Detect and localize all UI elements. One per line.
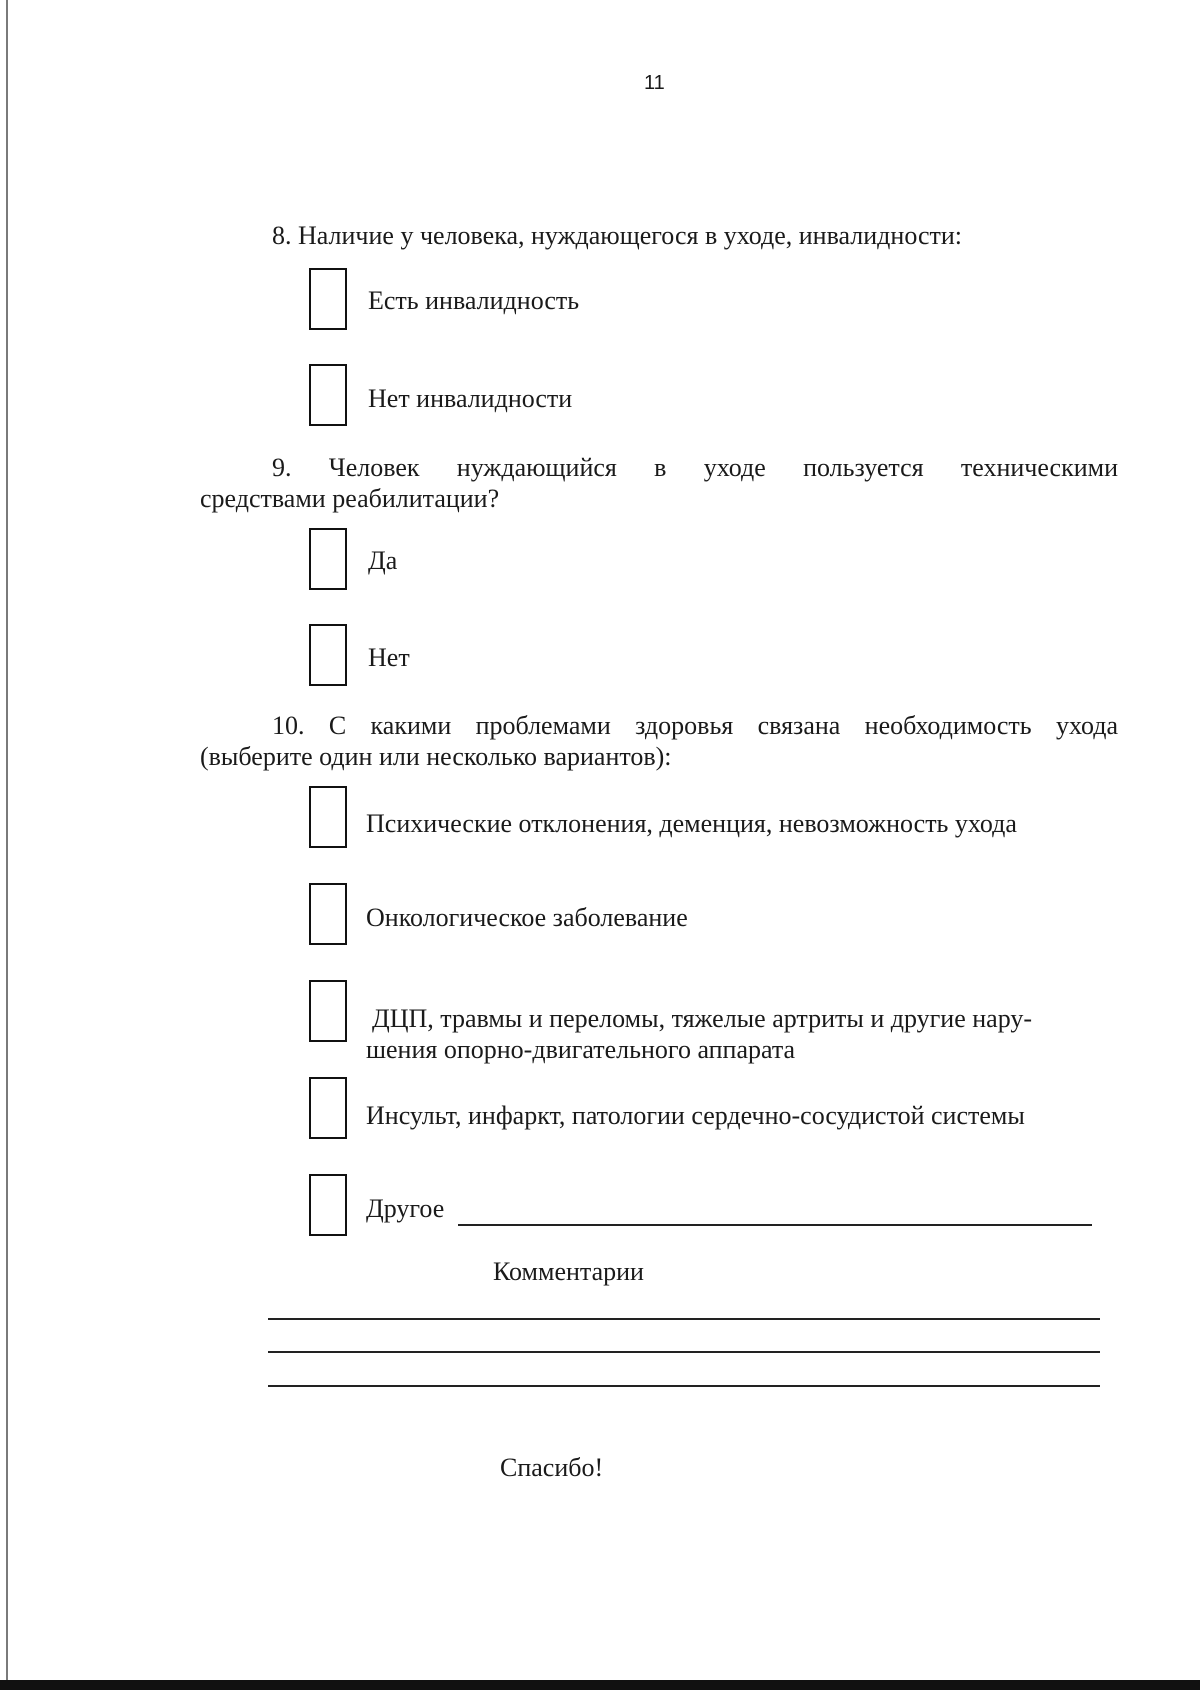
option-yes: Да xyxy=(368,546,398,575)
checkbox-no[interactable] xyxy=(309,624,347,686)
question-9-text-line2: средствами реабилитации? xyxy=(200,484,500,513)
comment-line-3[interactable] xyxy=(268,1385,1100,1387)
option-mental-disorders: Психические отклонения, деменция, невозможность ухода xyxy=(366,809,1017,838)
scan-edge-left xyxy=(6,0,8,1690)
checkbox-mental-disorders[interactable] xyxy=(309,786,347,848)
option-no-disability: Нет инвалидности xyxy=(368,384,573,413)
checkbox-no-disability[interactable] xyxy=(309,364,347,426)
question-8-text: 8. Наличие у человека, нуждающегося в уходе, инвалидности: xyxy=(272,221,963,250)
checkbox-other[interactable] xyxy=(309,1174,347,1236)
option-oncology: Онкологическое заболевание xyxy=(366,903,688,932)
page-number: 11 xyxy=(644,72,665,94)
checkbox-musculoskeletal[interactable] xyxy=(309,980,347,1042)
comment-line-1[interactable] xyxy=(268,1318,1100,1320)
option-musculoskeletal-line2: шения опорно-двигательного аппарата xyxy=(366,1035,796,1064)
option-other: Другое xyxy=(366,1194,445,1223)
option-cardiovascular: Инсульт, инфаркт, патологии сердечно-сосудистой системы xyxy=(366,1101,1025,1130)
question-10-text-line2: (выберите один или несколько вариантов): xyxy=(200,742,672,771)
checkbox-has-disability[interactable] xyxy=(309,268,347,330)
checkbox-cardiovascular[interactable] xyxy=(309,1077,347,1139)
checkbox-oncology[interactable] xyxy=(309,883,347,945)
question-10-text-line1: 10. С какими проблемами здоровья связана необходимость ухода xyxy=(272,711,1118,740)
checkbox-yes[interactable] xyxy=(309,528,347,590)
option-no: Нет xyxy=(368,643,410,672)
option-musculoskeletal-line1: ДЦП, травмы и переломы, тяжелые артриты и другие нару- xyxy=(372,1004,1033,1033)
comment-line-2[interactable] xyxy=(268,1351,1100,1353)
scan-edge-bottom xyxy=(0,1680,1200,1690)
option-has-disability: Есть инвалидность xyxy=(368,286,580,315)
other-fill-line[interactable] xyxy=(458,1224,1092,1226)
comments-heading: Комментарии xyxy=(493,1257,644,1286)
question-9-text-line1: 9. Человек нуждающийся в уходе пользуется техническими xyxy=(272,453,1118,482)
closing-text: Спасибо! xyxy=(500,1453,604,1482)
